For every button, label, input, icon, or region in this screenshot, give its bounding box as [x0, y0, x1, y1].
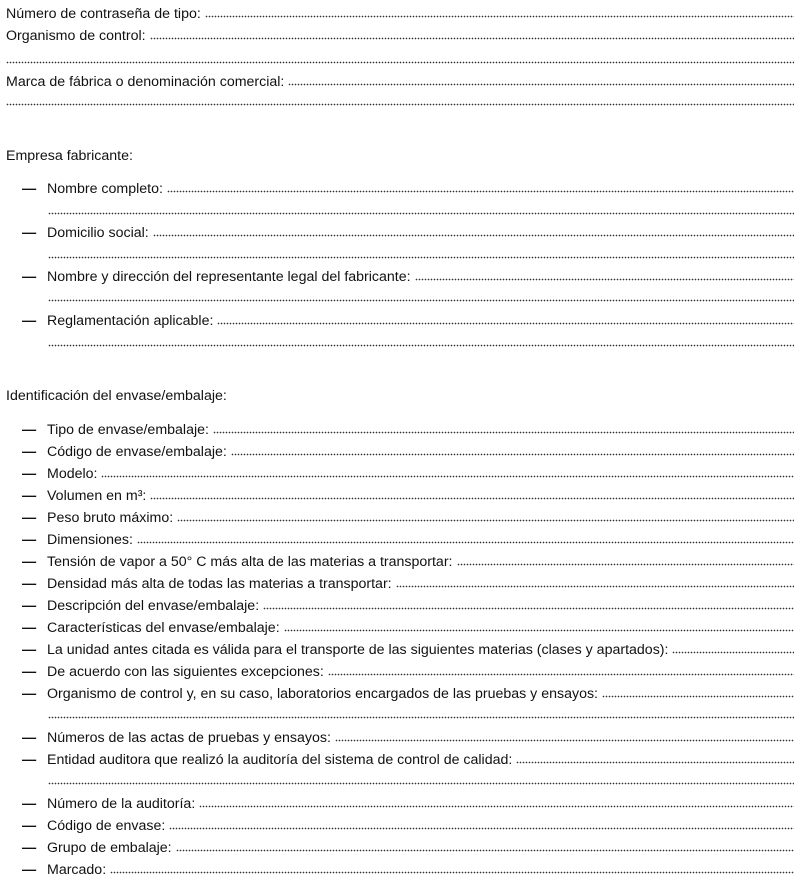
fill-line[interactable]: [167, 190, 794, 193]
fill-line[interactable]: [328, 673, 794, 676]
fill-line[interactable]: [213, 431, 794, 434]
dash-bullet: —: [22, 818, 37, 834]
field-label: Domicilio social:: [47, 225, 149, 241]
dash-bullet: —: [22, 730, 37, 746]
dash-bullet: —: [22, 466, 37, 482]
field-type-approval-number: [6, 0, 794, 22]
fill-line[interactable]: [176, 849, 794, 852]
field-label: Número de la auditoría:: [47, 796, 196, 812]
dash-bullet: —: [22, 422, 37, 438]
packaging-field: [22, 812, 794, 834]
field-label: Entidad auditora que realizó la auditoría del sistema de control de calidad:: [47, 752, 513, 768]
dash-bullet: —: [22, 840, 37, 856]
packaging-field: [22, 658, 794, 680]
dash-bullet: —: [22, 181, 37, 197]
fill-line[interactable]: [231, 453, 794, 456]
dash-bullet: —: [22, 686, 37, 702]
field-label: Número de contraseña de tipo:: [6, 6, 201, 22]
dash-bullet: —: [22, 642, 37, 658]
fill-line-continuation[interactable]: [48, 256, 794, 259]
fill-line-continuation[interactable]: [6, 61, 794, 64]
dash-bullet: —: [22, 598, 37, 614]
fill-line[interactable]: [602, 695, 794, 698]
fill-line[interactable]: [205, 15, 794, 18]
dash-bullet: —: [22, 510, 37, 526]
packaging-field: [22, 724, 794, 746]
field-label: Marca de fábrica o denominación comercial:: [6, 74, 285, 90]
fill-line-continuation[interactable]: [48, 782, 794, 785]
packaging-field: [22, 438, 794, 460]
packaging-field: [22, 482, 794, 504]
dash-bullet: —: [22, 664, 37, 680]
dash-bullet: —: [22, 752, 37, 768]
fill-line[interactable]: [217, 322, 794, 325]
packaging-field: [22, 636, 794, 658]
packaging-field: [22, 548, 794, 570]
dash-bullet: —: [22, 620, 37, 636]
packaging-field: [22, 790, 794, 812]
field-label: La unidad antes citada es válida para el transporte de las siguientes materias (clases y apartados):: [47, 642, 669, 658]
field-label: Tipo de envase/embalaje:: [47, 422, 209, 438]
packaging-field: [22, 570, 794, 592]
field-label: Densidad más alta de todas las materias a transportar:: [47, 576, 392, 592]
fill-line[interactable]: [153, 234, 794, 237]
field-label: Dimensiones:: [47, 532, 133, 548]
field-label: Grupo de embalaje:: [47, 840, 172, 856]
fill-line-continuation[interactable]: [48, 299, 794, 302]
field-full-name: [22, 175, 794, 197]
field-label: Características del envase/embalaje:: [47, 620, 280, 636]
field-label: Reglamentación aplicable:: [47, 313, 214, 329]
field-label: Números de las actas de pruebas y ensayos:: [47, 730, 331, 746]
fill-line[interactable]: [110, 871, 794, 874]
field-label: Nombre completo:: [47, 181, 163, 197]
section-heading-packaging: Identificación del envase/embalaje:: [6, 388, 227, 404]
packaging-field: [22, 746, 794, 768]
fill-line[interactable]: [263, 607, 794, 610]
dash-bullet: —: [22, 225, 37, 241]
field-label: Peso bruto máximo:: [47, 510, 174, 526]
field-label: Nombre y dirección del representante legal del fabricante:: [47, 269, 411, 285]
packaging-field: [22, 680, 794, 702]
fill-line[interactable]: [169, 827, 794, 830]
dash-bullet: —: [22, 269, 37, 285]
dash-bullet: —: [22, 576, 37, 592]
fill-line-continuation[interactable]: [48, 344, 794, 347]
field-label: Código de envase/embalaje:: [47, 444, 227, 460]
packaging-field: [22, 856, 794, 878]
fill-line[interactable]: [284, 629, 794, 632]
fill-line[interactable]: [101, 475, 794, 478]
dash-bullet: —: [22, 532, 37, 548]
packaging-field: [22, 526, 794, 548]
dash-bullet: —: [22, 444, 37, 460]
field-label: Descripción del envase/embalaje:: [47, 598, 260, 614]
field-label: Modelo:: [47, 466, 98, 482]
field-label: Organismo de control y, en su caso, laboratorios encargados de las pruebas y ensayos:: [47, 686, 598, 702]
packaging-field: [22, 460, 794, 482]
field-legal-representative: [22, 263, 794, 285]
field-control-body: [6, 22, 794, 44]
fill-line[interactable]: [150, 497, 794, 500]
fill-line[interactable]: [516, 761, 794, 764]
packaging-field: [22, 834, 794, 856]
section-heading-manufacturer: Empresa fabricante:: [6, 148, 133, 164]
packaging-field: [22, 504, 794, 526]
field-label: Código de envase:: [47, 818, 166, 834]
dash-bullet: —: [22, 862, 37, 878]
dash-bullet: —: [22, 796, 37, 812]
fill-line[interactable]: [150, 37, 794, 40]
dash-bullet: —: [22, 488, 37, 504]
packaging-field: [22, 614, 794, 636]
fill-line[interactable]: [137, 541, 794, 544]
packaging-field: [22, 592, 794, 614]
field-registered-office: [22, 219, 794, 241]
fill-line[interactable]: [396, 585, 794, 588]
fill-line-continuation[interactable]: [48, 716, 794, 719]
fill-line[interactable]: [335, 739, 794, 742]
fill-line[interactable]: [415, 278, 794, 281]
dash-bullet: —: [22, 554, 37, 570]
field-label: De acuerdo con las siguientes excepciones:: [47, 664, 324, 680]
dash-bullet: —: [22, 313, 37, 329]
fill-line[interactable]: [199, 805, 794, 808]
fill-line-continuation[interactable]: [6, 103, 794, 106]
fill-line-continuation[interactable]: [48, 212, 794, 215]
fill-line[interactable]: [177, 519, 794, 522]
fill-line[interactable]: [288, 83, 794, 86]
fill-line[interactable]: [672, 651, 794, 654]
field-label: Volumen en m³:: [47, 488, 147, 504]
packaging-field: [22, 416, 794, 438]
field-label: Organismo de control:: [6, 28, 146, 44]
field-label: Marcado:: [47, 862, 107, 878]
field-regulation: [22, 307, 794, 329]
field-trademark: [6, 68, 794, 90]
field-label: Tensión de vapor a 50° C más alta de las materias a transportar:: [47, 554, 453, 570]
fill-line[interactable]: [457, 563, 795, 566]
